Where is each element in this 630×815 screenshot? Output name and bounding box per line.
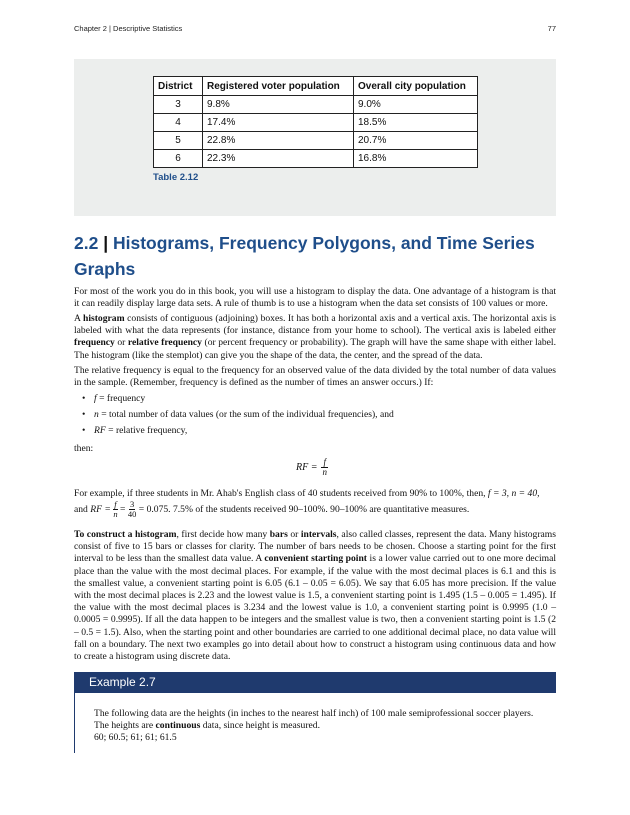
example-line: The following data are the heights (in inches to the nearest half inch) of 100 male semiprofessional soccer players. — [94, 708, 534, 719]
table-cell: 4 — [154, 114, 203, 132]
definition-list — [74, 391, 544, 439]
symbol: f — [94, 393, 97, 404]
term-bars: bars — [269, 529, 288, 540]
table-cell: 9.8% — [203, 96, 354, 114]
paragraph-intro: For most of the work you do in this book, you will use a histogram to display the data. One advantage of a histogram is that it can readily display large data sets. A rule of thumb is to use a histogram when the data set consists of 100 values or more. — [74, 286, 556, 310]
paragraph-relative-frequency: The relative frequency is equal to the frequency for an observed value of the data divided by the total number of data values in the sample. (Remember, frequency is defined as the number of times an answer occurs.) If: — [74, 365, 556, 389]
table-row — [154, 96, 478, 114]
text-run: is a lower value carried out to one more decimal place than the value with the most decimal places. For example, if the value with the most decimal places is 6.1 and this is the smallest value, a convenient starting point is 6.05 (6.1 – 0.05 = 6.05). We say that 6.05 has more precision. If the value with the most decimal places is 2.23 and the lowest value is 1.5, a convenient starting point is 1.495 (1.5 – 0.005 = 1.495). If the value with the most decimal places is 3.234 and the lowest value is 1.0, a convenient starting point is 0.9995 (1.0 – 0.0005 = 0.9995). If all the data happen to be integers and the smallest value is two, then a convenient starting point is 1.5 (2 – 0.5 = 1.5). Also, when the starting point and other boundaries are carried to one additional decimal place, no data value will fall on a boundary. The next two examples go into detail about how to construct a histogram using continuous data and how to create a histogram using discrete data. — [74, 553, 556, 663]
then-label: then: — [74, 443, 94, 454]
table-cell: 16.8% — [354, 150, 478, 168]
text-run: A — [74, 313, 83, 324]
inline-fraction — [113, 500, 117, 519]
formula-lhs: RF = — [296, 462, 318, 473]
formula-numerator: f — [323, 457, 326, 467]
table-cell: 5 — [154, 132, 203, 150]
definition-text: = total number of data values (or the sum of the individual frequencies), and — [98, 409, 394, 420]
paragraph-example-calc-2 — [74, 500, 556, 520]
definition-item — [74, 423, 544, 439]
definition-item — [74, 407, 544, 423]
equals-sign: = — [120, 504, 126, 515]
term-relative-frequency: relative frequency — [127, 337, 202, 349]
section-separator: | — [103, 233, 109, 253]
text-run: The heights are — [94, 720, 156, 731]
section-number: 2.2 — [74, 233, 99, 253]
table-cell: 18.5% — [354, 114, 478, 132]
relative-frequency-formula — [296, 458, 328, 477]
term-construct-histogram: To construct a histogram — [74, 529, 177, 540]
term-frequency: frequency — [74, 337, 115, 349]
definition-text: = frequency — [96, 393, 146, 404]
table-cell: 22.8% — [203, 132, 354, 150]
example-data-values: 60; 60.5; 61; 61; 61.5 — [94, 732, 177, 743]
table-row — [154, 114, 478, 132]
definition-item — [74, 391, 544, 407]
running-head — [74, 24, 556, 33]
definition-text: = relative frequency, — [105, 425, 188, 436]
fraction-numerator: f — [114, 499, 117, 510]
district-population-table — [153, 76, 478, 168]
text-run: f = 3, n = 40, — [487, 488, 540, 499]
term-histogram: histogram — [82, 313, 125, 324]
chapter-title: Chapter 2 | Descriptive Statistics — [74, 24, 183, 33]
inline-formula-lhs: RF = — [90, 504, 111, 515]
term-convenient-starting-point: convenient starting point — [264, 553, 367, 565]
table-header: Registered voter population — [203, 77, 354, 96]
table-panel — [74, 59, 556, 216]
paragraph-histogram-definition — [74, 313, 556, 362]
text-run: , also called classes, represent the data. Many histograms consist of five to 15 bars or classes for clarity. The number of bars needs to be chosen. Choose a starting point for the first interval to be less than the smallest data value. A — [74, 529, 557, 565]
fraction-denominator: 40 — [127, 509, 137, 520]
example-line — [94, 720, 554, 732]
table-caption: Table 2.12 — [153, 172, 199, 183]
text-run: and — [74, 504, 91, 515]
table-cell: 17.4% — [203, 114, 354, 132]
table-row — [154, 150, 478, 168]
formula-denominator: n — [322, 467, 327, 477]
text-run: = 0.075. 7.5% of the students received 90–100%. 90–100% are quantitative measures. — [136, 504, 470, 515]
symbol: RF — [94, 425, 106, 436]
table-row — [154, 132, 478, 150]
text-run: , first decide how many — [176, 529, 270, 540]
table-cell: 20.7% — [354, 132, 478, 150]
table-cell: 22.3% — [203, 150, 354, 168]
fraction-denominator: n — [113, 509, 118, 520]
example-title-bar: Example 2.7 — [74, 672, 556, 693]
example-body — [74, 693, 557, 753]
text-run: or — [287, 529, 301, 540]
term-intervals: intervals — [300, 529, 337, 540]
text-run: data, since height is measured. — [200, 720, 320, 731]
symbol: n — [94, 409, 99, 420]
table-cell: 3 — [154, 96, 203, 114]
section-title: Histograms, Frequency Polygons, and Time Series Graphs — [74, 233, 535, 279]
fraction-numerator: 3 — [130, 499, 135, 510]
text-run: For example, if three students in Mr. Ahab's English class of 40 students received from 90% to 100%, then, — [74, 488, 488, 499]
page-number: 77 — [547, 24, 556, 33]
paragraph-example-calc-1 — [74, 488, 556, 500]
text-run: or — [114, 337, 128, 349]
text-run: (or percent frequency or probability). The graph will have the same shape with either label. The histogram (like the stemplot) can give you the shape of the data, the center, and the spread of the data. — [74, 337, 556, 361]
table-header-row — [154, 77, 478, 96]
table-header: Overall city population — [354, 77, 478, 96]
table-cell: 9.0% — [354, 96, 478, 114]
table-header: District — [154, 77, 203, 96]
text-run: consists of contiguous (adjoining) boxes. It has both a horizontal axis and a vertical axis. The horizontal axis is labeled with what the data represents (for instance, distance from your home to school). The vertical axis is labeled either — [74, 313, 556, 337]
table-cell: 6 — [154, 150, 203, 168]
section-heading — [74, 230, 556, 282]
paragraph-construct-histogram — [74, 529, 556, 663]
formula-fraction — [321, 458, 328, 477]
term-continuous: continuous — [155, 720, 201, 731]
